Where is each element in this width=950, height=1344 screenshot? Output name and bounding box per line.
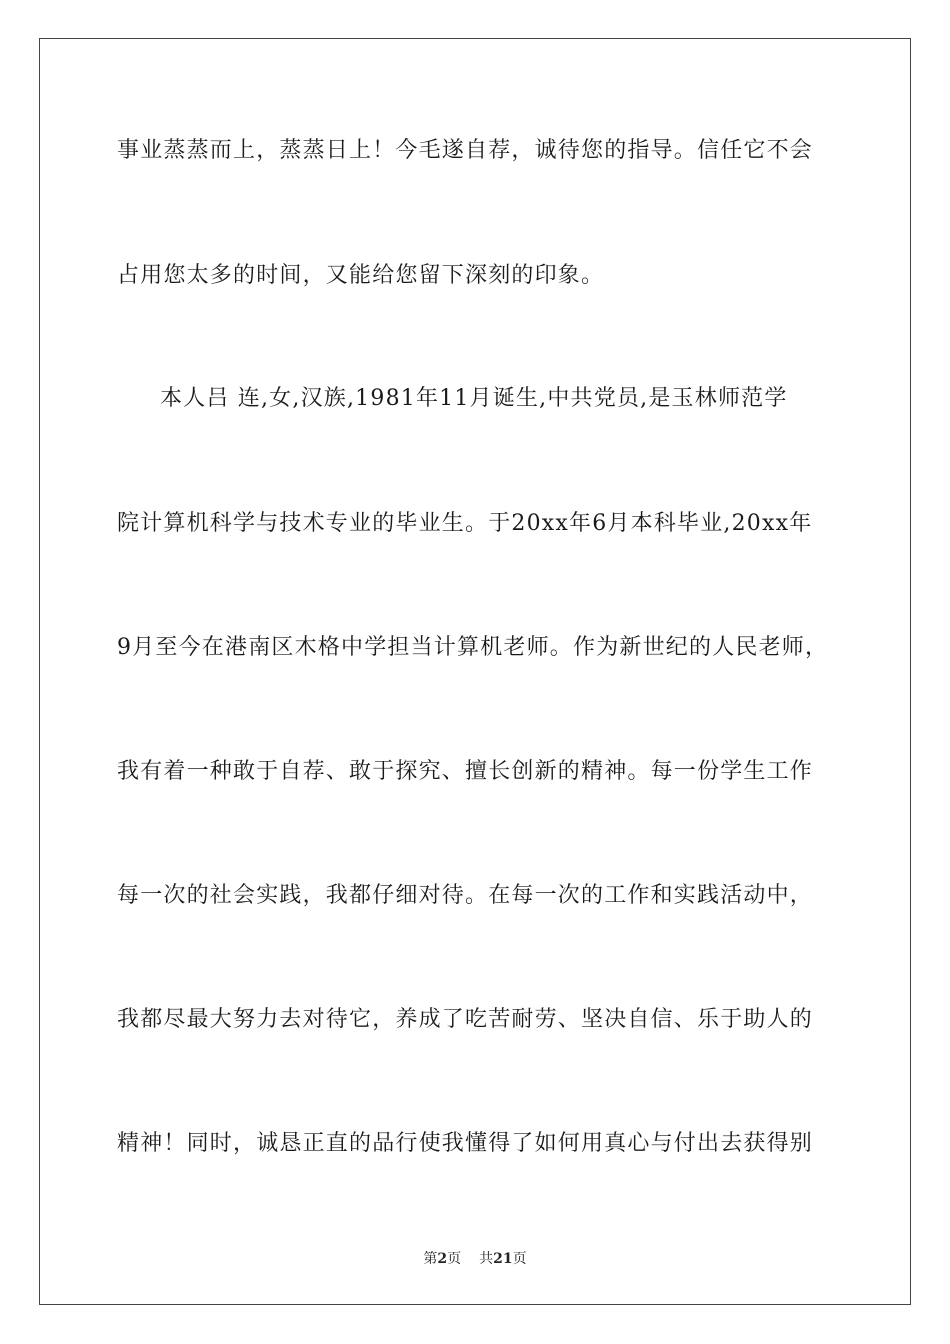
footer-page-suffix: 页	[447, 1251, 462, 1267]
body-text-line-5: 9月至今在港南区木格中学担当计算机老师。作为新世纪的人民老师，	[117, 635, 829, 660]
body-text-line-4: 院计算机科学与技术专业的毕业生。于20xx年6月本科毕业,20xx年	[117, 511, 813, 536]
footer-page-number: 2	[437, 1251, 448, 1267]
body-text-line-6: 我有着一种敢于自荐、敢于探究、擅长创新的精神。每一份学生工作	[117, 759, 814, 784]
body-text-line-2: 占用您太多的时间，又能给您留下深刻的印象。	[117, 263, 605, 288]
body-text-line-7: 每一次的社会实践，我都仔细对待。在每一次的工作和实践活动中，	[117, 883, 814, 908]
body-text-line-8: 我都尽最大努力去对待它，养成了吃苦耐劳、坚决自信、乐于助人的	[117, 1007, 814, 1032]
footer-page-prefix: 第	[423, 1251, 438, 1267]
page-border	[39, 38, 911, 1305]
footer-total-prefix: 共	[479, 1251, 494, 1267]
footer-total-suffix: 页	[512, 1251, 527, 1267]
page-footer	[0, 1248, 950, 1268]
footer-total-pages: 21	[493, 1251, 513, 1267]
body-text-line-1: 事业蒸蒸而上，蒸蒸日上！今毛遂自荐，诚待您的指导。信任它不会	[117, 138, 814, 163]
body-text-line-3: 本人吕 连,女,汉族,1981年11月诞生,中共党员,是玉林师范学	[160, 386, 788, 411]
body-text-line-9: 精神！同时，诚恳正直的品行使我懂得了如何用真心与付出去获得别	[117, 1131, 814, 1156]
